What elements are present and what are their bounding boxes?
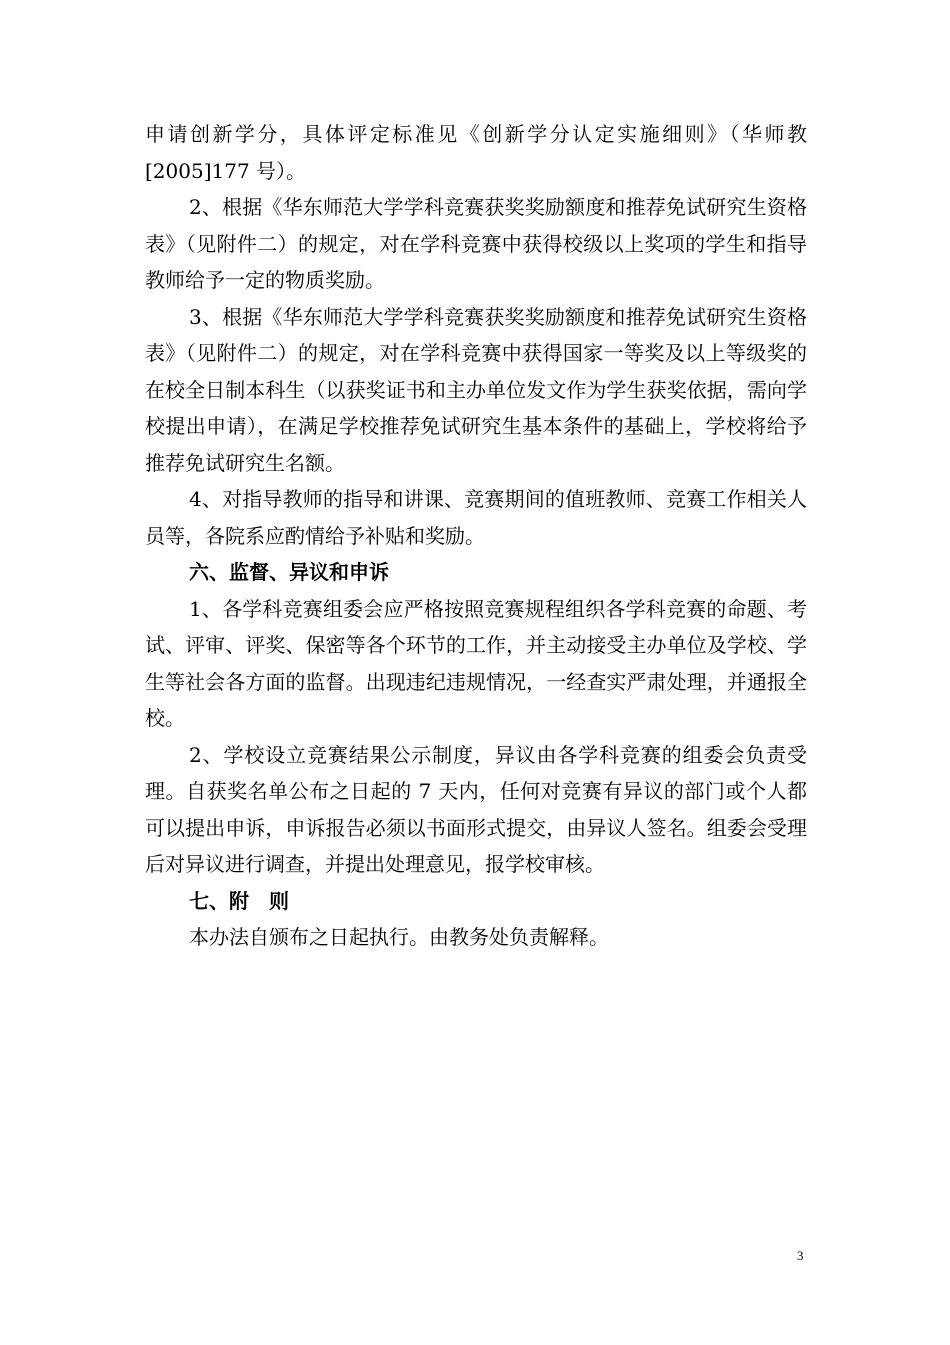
- section-heading-supplementary: 七、附 则: [189, 888, 289, 913]
- paragraph-material-reward: 2、根据《华东师范大学学科竞赛获奖奖励额度和推荐免试研究生资格表》（见附件二）的规定，对在学科竞赛中获得校级以上奖项的学生和指导教师给予一定的物质奖励。: [145, 195, 807, 292]
- paragraph-teacher-subsidy: 4、对指导教师的指导和讲课、竞赛期间的值班教师、竞赛工作相关人员等，各院系应酌情给予补贴和奖励。: [145, 487, 807, 548]
- page-number: 3: [797, 1248, 804, 1263]
- paragraph-innovation-credit: 申请创新学分，具体评定标准见《创新学分认定实施细则》（华师教[2005]177 号）。: [145, 122, 807, 183]
- paragraph-effective-date: 本办法自颁布之日起执行。由教务处负责解释。: [189, 925, 609, 949]
- document-body: [145, 116, 807, 956]
- paragraph-objection-procedure: 2、学校设立竞赛结果公示制度，异议由各学科竞赛的组委会负责受理。自获奖名单公布之日起的 7 天内，任何对竞赛有异议的部门或个人都可以提出申诉，申诉报告必须以书面形式提交，由异议人签名。组委会受理后对异议进行调查，并提出处理意见，报学校审核。: [145, 742, 807, 876]
- paragraph-supervision-rules: 1、各学科竞赛组委会应严格按照竞赛规程组织各学科竞赛的命题、考试、评审、评奖、保密等各个环节的工作，并主动接受主办单位及学校、学生等社会各方面的监督。出现违纪违规情况，一经查实严肃处理，并通报全校。: [145, 596, 807, 730]
- paragraph-graduate-recommendation: 3、根据《华东师范大学学科竞赛获奖奖励额度和推荐免试研究生资格表》（见附件二）的规定，对在学科竞赛中获得国家一等奖及以上等级奖的在校全日制本科生（以获奖证书和主办单位发文作为学生获奖依据，需向学校提出申请），在满足学校推荐免试研究生基本条件的基础上，学校将给予推荐免试研究生名额。: [145, 304, 807, 475]
- section-heading-supervision: 六、监督、异议和申诉: [189, 560, 389, 584]
